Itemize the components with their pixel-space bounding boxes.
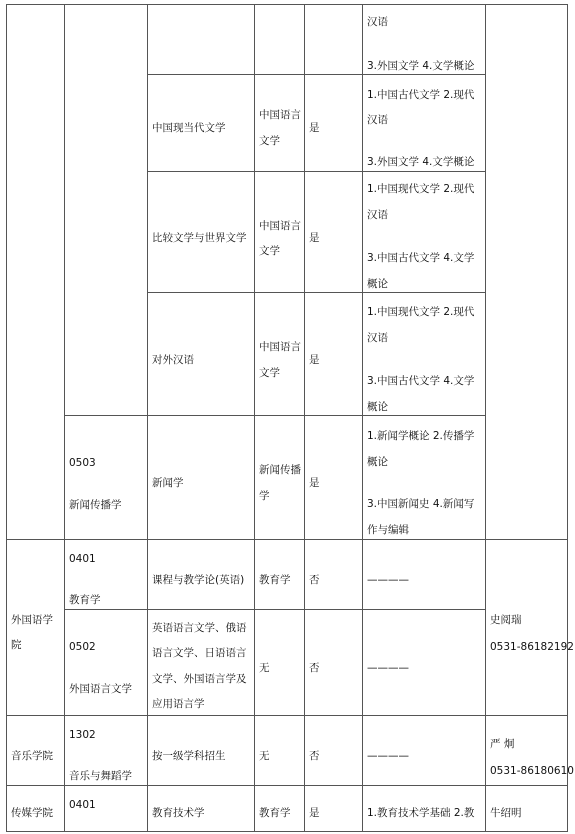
- flag: 否: [309, 574, 320, 586]
- major-name: 教育技术学: [152, 807, 205, 819]
- exam-subjects: 1.中国现代文学 2.现代: [367, 183, 475, 195]
- flag: 否: [309, 750, 320, 762]
- flag: 是: [309, 807, 320, 819]
- major-name: 语言文学、日语语言: [152, 647, 247, 659]
- grid-line: [254, 4, 255, 832]
- college-name: 外国语学: [11, 614, 53, 626]
- discipline-name: 教育学: [69, 594, 101, 606]
- unified-exam: 中国语言: [259, 220, 301, 232]
- exam-subjects: 概论: [367, 401, 388, 413]
- major-name: 课程与教学论(英语): [152, 574, 245, 586]
- exam-subjects: 3.中国古代文学 4.文学: [367, 252, 475, 264]
- flag: 是: [309, 232, 320, 244]
- grid-line: [485, 4, 486, 832]
- college-name: 院: [11, 639, 22, 651]
- unified-exam: 学: [259, 490, 270, 502]
- grid-line: [64, 4, 65, 832]
- grid-line: [304, 4, 305, 832]
- contact-phone: 0531-86182192: [490, 641, 574, 653]
- unified-exam: 中国语言: [259, 341, 301, 353]
- major-name: 英语语言文学、俄语: [152, 622, 247, 634]
- grid-line: [6, 539, 568, 540]
- discipline-code: 0401: [69, 799, 96, 811]
- exam-subjects: 3.中国古代文学 4.文学: [367, 375, 475, 387]
- grid-line: [6, 4, 568, 5]
- exam-subjects: ————: [367, 750, 409, 762]
- discipline-name: 音乐与舞蹈学: [69, 770, 132, 782]
- exam-subjects: 3.外国文学 4.文学概论: [367, 156, 475, 168]
- exam-subjects: 3.外国文学 4.文学概论: [367, 60, 475, 72]
- exam-subjects: 汉语: [367, 209, 388, 221]
- unified-exam: 教育学: [259, 807, 291, 819]
- major-name: 文学、外国语言学及: [152, 673, 247, 685]
- discipline-code: 0503: [69, 457, 96, 469]
- major-name: 应用语言学: [152, 698, 205, 710]
- contact-name: 严 炯: [490, 738, 515, 750]
- unified-exam: 文学: [259, 135, 280, 147]
- contact-phone: 0531-86180610: [490, 765, 574, 777]
- grid-line: [362, 4, 363, 832]
- exam-subjects: 汉语: [367, 114, 388, 126]
- exam-subjects: 3.中国新闻史 4.新闻写: [367, 498, 475, 510]
- major-name: 按一级学科招生: [152, 750, 226, 762]
- grid-line: [64, 415, 486, 416]
- discipline-name: 新闻传播学: [69, 499, 122, 511]
- flag: 是: [309, 122, 320, 134]
- grid-line: [64, 609, 486, 610]
- grid-line: [6, 785, 568, 786]
- major-name: 比较文学与世界文学: [152, 232, 247, 244]
- exam-subjects: 1.新闻学概论 2.传播学: [367, 430, 475, 442]
- grid-line: [147, 4, 148, 832]
- exam-subjects: ————: [367, 662, 409, 674]
- exam-subjects: 1.中国现代文学 2.现代: [367, 306, 475, 318]
- exam-subjects: 1.教育技术学基础 2.教: [367, 807, 475, 819]
- grid-line: [6, 715, 568, 716]
- discipline-code: 0502: [69, 641, 96, 653]
- exam-subjects: ————: [367, 574, 409, 586]
- unified-exam: 无: [259, 662, 270, 674]
- exam-subjects: 概论: [367, 456, 388, 468]
- unified-exam: 文学: [259, 367, 280, 379]
- unified-exam: 中国语言: [259, 109, 301, 121]
- college-name: 音乐学院: [11, 750, 53, 762]
- grid-line: [6, 831, 568, 832]
- flag: 是: [309, 354, 320, 366]
- major-name: 中国现当代文学: [152, 122, 226, 134]
- exam-subjects: 作与编辑: [367, 524, 409, 536]
- flag: 否: [309, 662, 320, 674]
- unified-exam: 文学: [259, 245, 280, 257]
- college-name: 传媒学院: [11, 807, 53, 819]
- exam-subjects: 汉语: [367, 16, 388, 28]
- unified-exam: 新闻传播: [259, 464, 301, 476]
- unified-exam: 无: [259, 750, 270, 762]
- unified-exam: 教育学: [259, 574, 291, 586]
- grid-line: [147, 292, 486, 293]
- discipline-name: 外国语言文学: [69, 683, 132, 695]
- exam-subjects: 汉语: [367, 332, 388, 344]
- grid-line: [147, 171, 486, 172]
- grid-line: [6, 4, 7, 832]
- exam-subjects: 概论: [367, 278, 388, 290]
- contact-name: 史阅瑞: [490, 614, 522, 626]
- contact-name: 牛绍明: [490, 807, 522, 819]
- discipline-code: 1302: [69, 729, 96, 741]
- major-name: 新闻学: [152, 477, 184, 489]
- major-name: 对外汉语: [152, 354, 194, 366]
- grid-line: [567, 4, 568, 832]
- grid-line: [147, 74, 486, 75]
- flag: 是: [309, 477, 320, 489]
- discipline-code: 0401: [69, 553, 96, 565]
- exam-subjects: 1.中国古代文学 2.现代: [367, 89, 475, 101]
